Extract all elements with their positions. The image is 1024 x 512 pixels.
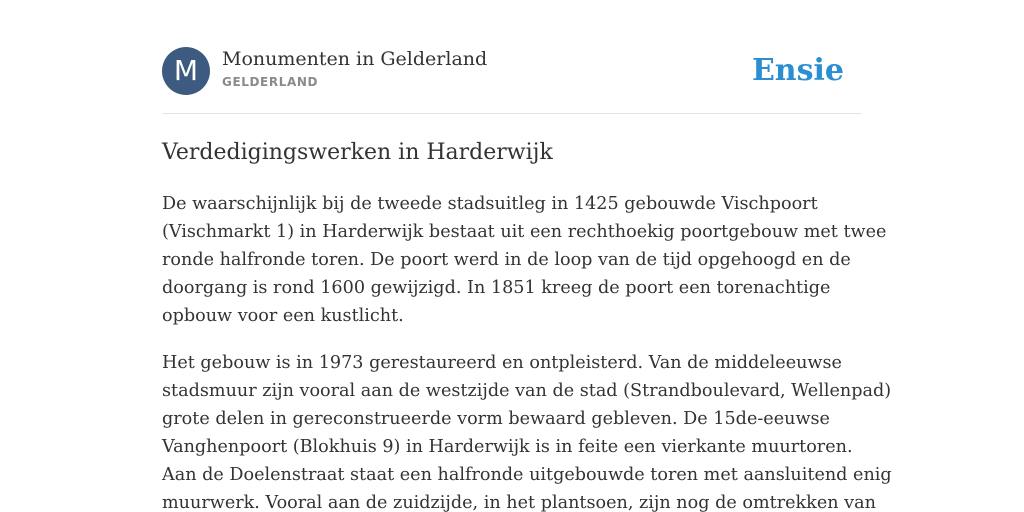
paragraph-line: muurwerk. Vooral aan de zuidzijde, in het plantsoen, zijn nog de omtrekken van [162, 493, 876, 512]
page [162, 0, 892, 512]
article-paragraph-2 [162, 349, 892, 512]
paragraph-line: grote delen in gereconstrueerde vorm bewaard gebleven. De 15de-eeuwse [162, 409, 830, 429]
avatar[interactable]: M [162, 47, 210, 95]
site-subtitle: GELDERLAND [222, 75, 319, 89]
paragraph-line: Aan de Doelenstraat staat een halfronde uitgebouwde toren met aansluitend enig [162, 465, 892, 485]
paragraph-line: Vanghenpoort (Blokhuis 9) in Harderwijk is in feite een vierkante muurtoren. [162, 437, 853, 457]
brand-logo[interactable]: Ensie [751, 53, 844, 88]
paragraph-line: Het gebouw is in 1973 gerestaureerd en ontpleisterd. Van de middeleeuwse [162, 353, 842, 373]
header-divider [162, 113, 862, 114]
paragraph-line: De waarschijnlijk bij de tweede stadsuitleg in 1425 gebouwde Vischpoort [162, 194, 818, 214]
article-title: Verdedigingswerken in Harderwijk [162, 140, 553, 165]
paragraph-line: stadsmuur zijn vooral aan de westzijde van de stad (Strandboulevard, Wellenpad) [162, 381, 892, 401]
paragraph-line: ronde halfronde toren. De poort werd in de loop van de tijd opgehoogd en de [162, 250, 851, 270]
header [162, 47, 862, 95]
paragraph-line: doorgang is rond 1600 gewijzigd. In 1851 kreeg de poort een torenachtige [162, 278, 831, 298]
paragraph-line: opbouw voor een kustlicht. [162, 306, 404, 326]
paragraph-line: (Vischmarkt 1) in Harderwijk bestaat uit een rechthoekig poortgebouw met twee [162, 222, 887, 242]
site-name-link[interactable]: Monumenten in Gelderland [222, 48, 488, 70]
article-paragraph-1 [162, 190, 887, 330]
